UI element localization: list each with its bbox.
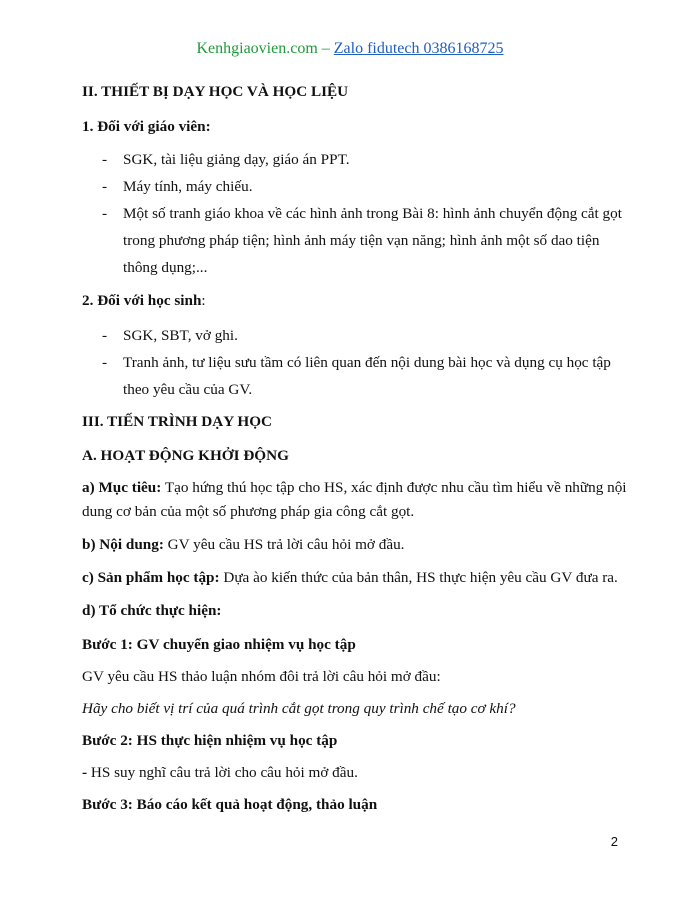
step-2-text: - HS suy nghĩ câu trả lời cho câu hỏi mở đầu.	[82, 764, 358, 781]
subheading-teacher: 1. Đối với giáo viên:	[82, 118, 211, 135]
content-paragraph: b) Nội dung: GV yêu cầu HS trả lời câu hỏi mở đầu.	[82, 536, 405, 553]
document-body	[82, 82, 627, 815]
header-separator: –	[317, 40, 334, 57]
step-1-heading: Bước 1: GV chuyển giao nhiệm vụ học tập	[82, 636, 356, 653]
organization-heading: d) Tổ chức thực hiện:	[82, 602, 222, 619]
teacher-list	[82, 146, 627, 281]
step-3-heading: Bước 3: Báo cáo kết quả hoạt động, thảo luận	[82, 796, 378, 813]
page-number: 2	[610, 834, 618, 849]
step-1-question: Hãy cho biết vị trí của quá trình cắt gọt trong quy trình chế tạo cơ khí?	[82, 700, 516, 717]
list-item: - SGK, tài liệu giảng dạy, giáo án PPT.	[102, 151, 350, 168]
list-item: - SGK, SBT, vở ghi.	[102, 327, 238, 344]
goal-paragraph: a) Mục tiêu: Tạo hứng thú học tập cho HS, xác định được nhu cầu tìm hiểu về những nội dung cơ bản của một số phương pháp gia công cắt gọt.	[82, 479, 627, 520]
list-item: - Một số tranh giáo khoa về các hình ảnh trong Bài 8: hình ảnh chuyển động cắt gọt trong phương pháp tiện; hình ảnh máy tiện vạn năng; hình ảnh một số dao tiện thông dụng;...	[102, 205, 622, 276]
list-item: - Tranh ảnh, tư liệu sưu tầm có liên quan đến nội dung bài học và dụng cụ học tập theo yêu cầu của GV.	[102, 354, 611, 398]
section-title: II. THIẾT BỊ DẠY HỌC VÀ HỌC LIỆU	[82, 83, 349, 100]
student-list	[82, 322, 627, 403]
activity-title: A. HOẠT ĐỘNG KHỞI ĐỘNG	[82, 447, 289, 464]
list-item: - Máy tính, máy chiếu.	[102, 178, 253, 195]
header-contact-link[interactable]: Zalo fidutech 0386168725	[333, 40, 504, 57]
page-header	[0, 40, 700, 58]
section-title: III. TIẾN TRÌNH DẠY HỌC	[82, 413, 273, 430]
header-site: Kenhgiaovien.com	[196, 40, 318, 57]
step-1-text: GV yêu cầu HS thảo luận nhóm đôi trả lời câu hỏi mở đầu:	[82, 668, 441, 685]
step-2-heading: Bước 2: HS thực hiện nhiệm vụ học tập	[82, 732, 338, 749]
product-paragraph: c) Sản phẩm học tập: Dựa ào kiến thức của bản thân, HS thực hiện yêu cầu GV đưa ra.	[82, 569, 618, 586]
subheading-student: 2. Đối với học sinh:	[82, 292, 206, 309]
